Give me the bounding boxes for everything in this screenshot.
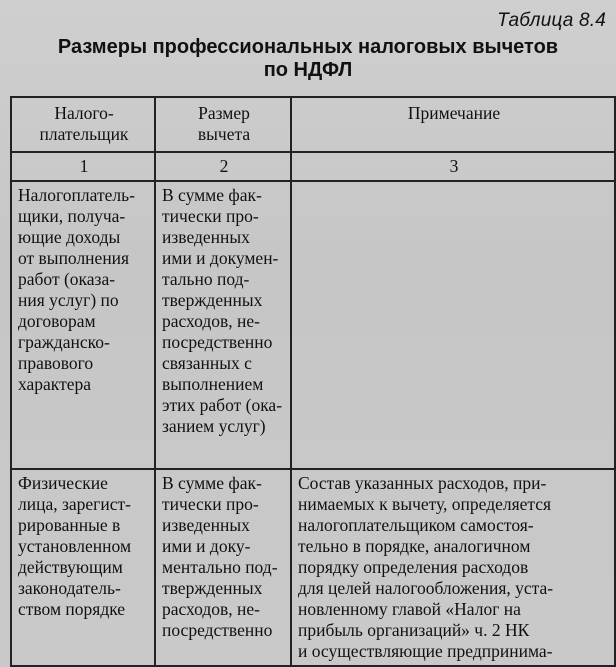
deductions-table [10,96,616,667]
cell-text-line: работ (оказа- [18,269,116,289]
cell-text-line: Физические [18,473,108,493]
cell-text-line: новленному главой «Налог на [298,599,521,619]
table-row [11,469,615,666]
cell-text-line: В сумме фак- [162,473,262,493]
cell-text-line: правового [18,353,94,373]
cell-text-line: прибыль организаций» ч. 2 НК [298,620,530,640]
table-row [11,181,615,469]
cell-text-line: связанных с [162,353,252,373]
cell-text-line: твержденных [162,290,263,310]
table-title-line-2: по НДФЛ [263,59,353,81]
column-number-2: 2 [155,152,291,181]
cell-text-line: тельно в порядке, аналогичном [298,536,531,556]
row-1-deduction-cell [155,181,291,469]
header-taxpayer-line-1: Налого- [54,103,114,123]
cell-text-line: нимаемых к вычету, определяется [298,494,552,514]
cell-text-line: Налогоплатель- [18,185,135,205]
cell-text-line: законодатель- [18,578,121,598]
row-1-note-cell [291,181,615,469]
cell-text-line: выполнением [162,374,264,394]
cell-text-line: расходов, не- [162,311,261,331]
column-number-3: 3 [291,152,615,181]
cell-text-line: занием услуг) [162,416,266,436]
cell-text-line: действующим [18,557,123,577]
table-title-line-1: Размеры профессиональных налоговых вычетов [57,36,559,58]
cell-text-line: порядку определения расходов [298,557,529,577]
header-taxpayer-line-2: плательщик [39,124,129,144]
row-2-deduction-cell [155,469,291,666]
table-title [0,36,616,82]
header-deduction-size [155,97,291,152]
cell-text-line: тально под- [162,269,250,289]
cell-text-line: ими и доку- [162,536,251,556]
cell-text-line: от выполнения [18,248,130,268]
cell-text-line: налогоплательщиком самостоя- [298,515,534,535]
header-deduction-line-2: вычета [197,124,251,144]
cell-text-line: ния услуг) по [18,290,119,310]
cell-text-line: тически про- [162,206,259,226]
cell-text-line: изведенных [162,227,250,247]
header-note: Примечание [291,97,615,152]
cell-text-line: Состав указанных расходов, при- [298,473,547,493]
row-1-taxpayer-cell [11,181,155,469]
cell-text-line: расходов, не- [162,599,261,619]
header-taxpayer [11,97,155,152]
header-deduction-line-1: Размер [198,103,250,123]
cell-text-line: ими и докумен- [162,248,279,268]
cell-text-line: для целей налогообложения, уста- [298,578,554,598]
cell-text-line: договорам [18,311,96,331]
cell-text-line: этих работ (ока- [162,395,283,415]
row-2-note-cell [291,469,615,666]
cell-text-line: гражданско- [18,332,110,352]
cell-text-line: характера [18,374,92,394]
row-2-taxpayer-cell [11,469,155,666]
cell-text-line: ющие доходы [18,227,121,247]
column-number-1: 1 [11,152,155,181]
cell-text-line: ментально под- [162,557,278,577]
table-header-row [11,97,615,152]
cell-text-line: В сумме фак- [162,185,262,205]
cell-text-line: изведенных [162,515,250,535]
cell-text-line: посредственно [162,332,273,352]
cell-text-line: твержденных [162,578,263,598]
cell-text-line: и осуществляющие предпринима- [298,641,553,661]
cell-text-line: тически про- [162,494,259,514]
cell-text-line: лица, зарегист- [18,494,131,514]
cell-text-line: установленном [18,536,132,556]
cell-text-line: щики, получа- [18,206,126,226]
table-number-label: Таблица 8.4 [497,10,606,31]
cell-text-line: рированные в [18,515,121,535]
cell-text-line: посредственно [162,620,273,640]
cell-text-line: ством порядке [18,599,126,619]
column-number-row [11,152,615,181]
